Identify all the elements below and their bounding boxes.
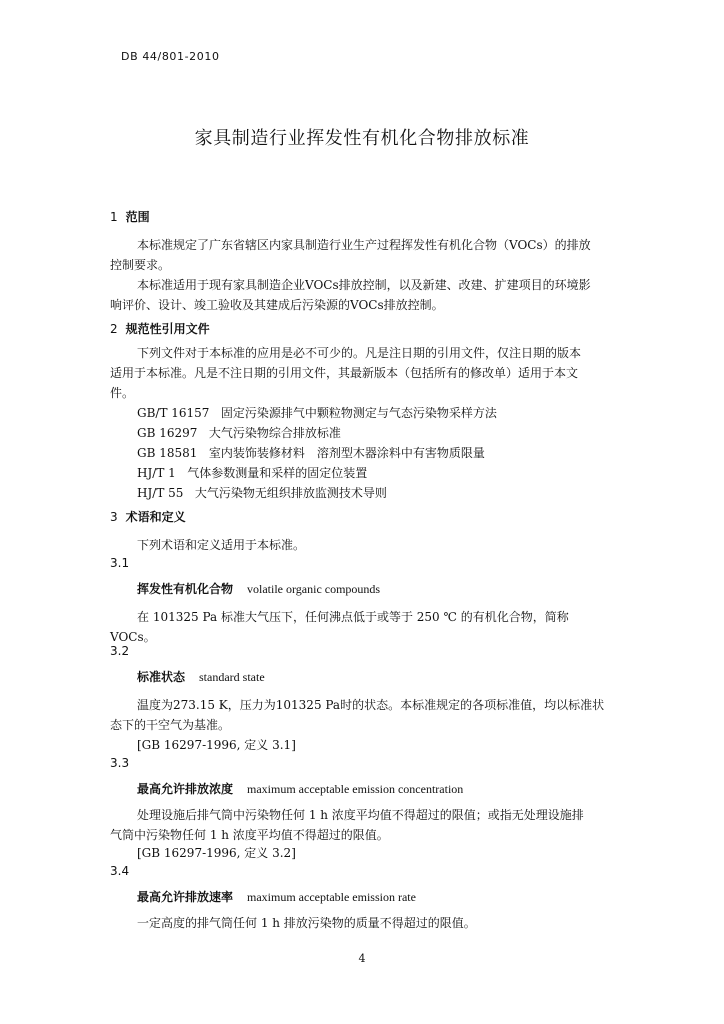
- document-code: DB 44/801-2010: [121, 50, 220, 63]
- reference-code: GB/T 16157: [137, 406, 210, 420]
- section-1-para-2-line-2: 响评价、设计、竣工验收及其建成后污染源的VOCs排放控制。: [110, 298, 444, 312]
- term-heading: [137, 580, 380, 597]
- section-title: 规范性引用文件: [125, 322, 210, 336]
- subsection-number: 3.4: [110, 864, 130, 878]
- term-source: [GB 16297-1996, 定义 3.2]: [137, 846, 296, 860]
- term-heading: [137, 888, 416, 905]
- reference-item: [137, 404, 497, 421]
- reference-code: HJ/T 1: [137, 466, 176, 480]
- section-2-heading: [110, 320, 210, 337]
- section-1-para-2-line-1: 本标准适用于现有家具制造企业VOCs排放控制，以及新建、改建、扩建项目的环境影: [137, 278, 591, 292]
- subsection-number: 3.3: [110, 756, 130, 770]
- section-2-para-line-1: 下列文件对于本标准的应用是必不可少的。凡是注日期的引用文件，仅注日期的版本: [137, 346, 582, 360]
- term-english: maximum acceptable emission concentration: [247, 782, 464, 796]
- section-2-para-line-2: 适用于本标准。凡是不注日期的引用文件，其最新版本（包括所有的修改单）适用于本文: [110, 366, 579, 380]
- section-1-heading: [110, 208, 150, 225]
- reference-title: 固定污染源排气中颗粒物测定与气态污染物采样方法: [220, 406, 497, 420]
- term-chinese: 最高允许排放速率: [137, 890, 234, 904]
- term-definition-line-1: 温度为273.15 K，压力为101325 Pa时的状态。本标准规定的各项标准值，均以标准状: [137, 698, 605, 712]
- reference-code: GB 18581: [137, 446, 198, 460]
- term-english: standard state: [199, 670, 265, 684]
- subsection-number: 3.1: [110, 556, 130, 570]
- section-number: 2: [110, 322, 118, 336]
- section-1-para-1-line-1: 本标准规定了广东省辖区内家具制造行业生产过程挥发性有机化合物（VOCs）的排放: [137, 238, 591, 252]
- document-title: 家具制造行业挥发性有机化合物排放标准: [194, 128, 530, 149]
- subsection-number: 3.2: [110, 644, 130, 658]
- reference-item: [137, 464, 367, 481]
- page-number: 4: [358, 952, 366, 965]
- term-chinese: 最高允许排放浓度: [137, 782, 234, 796]
- term-english: volatile organic compounds: [247, 582, 381, 596]
- term-definition-line-1: 处理设施后排气筒中污染物任何 1 h 浓度平均值不得超过的限值；或指无处理设施排: [137, 808, 584, 822]
- section-title: 术语和定义: [125, 510, 186, 524]
- term-chinese: 挥发性有机化合物: [137, 582, 234, 596]
- reference-title: 大气污染物无组织排放监测技术导则: [194, 486, 387, 500]
- section-number: 1: [110, 210, 118, 224]
- term-heading: [137, 668, 265, 685]
- term-definition-line-2: VOCs。: [110, 630, 156, 644]
- term-definition-line-1: 在 101325 Pa 标准大气压下，任何沸点低于或等于 250 ℃ 的有机化合物，简称: [137, 610, 569, 624]
- reference-code: GB 16297: [137, 426, 198, 440]
- reference-title: 气体参数测量和采样的固定位装置: [187, 466, 368, 480]
- reference-code: HJ/T 55: [137, 486, 184, 500]
- reference-item: [137, 424, 341, 441]
- section-2-para-line-3: 件。: [110, 386, 135, 400]
- section-title: 范围: [125, 210, 150, 224]
- term-definition-line-2: 气筒中污染物任何 1 h 浓度平均值不得超过的限值。: [110, 828, 389, 842]
- section-3-intro: 下列术语和定义适用于本标准。: [137, 538, 306, 552]
- reference-title: 室内装饰装修材料 溶剂型木器涂料中有害物质限量: [208, 446, 485, 460]
- section-1-para-1-line-2: 控制要求。: [110, 258, 171, 272]
- term-heading: [137, 780, 463, 797]
- reference-title: 大气污染物综合排放标准: [208, 426, 341, 440]
- section-3-heading: [110, 508, 186, 525]
- term-definition-line-2: 态下的干空气为基准。: [110, 718, 231, 732]
- term-english: maximum acceptable emission rate: [247, 890, 416, 904]
- term-source: [GB 16297-1996, 定义 3.1]: [137, 738, 296, 752]
- reference-item: [137, 484, 387, 501]
- term-chinese: 标准状态: [137, 670, 186, 684]
- reference-item: [137, 444, 485, 461]
- term-definition-line-1: 一定高度的排气筒任何 1 h 排放污染物的质量不得超过的限值。: [137, 916, 476, 930]
- section-number: 3: [110, 510, 118, 524]
